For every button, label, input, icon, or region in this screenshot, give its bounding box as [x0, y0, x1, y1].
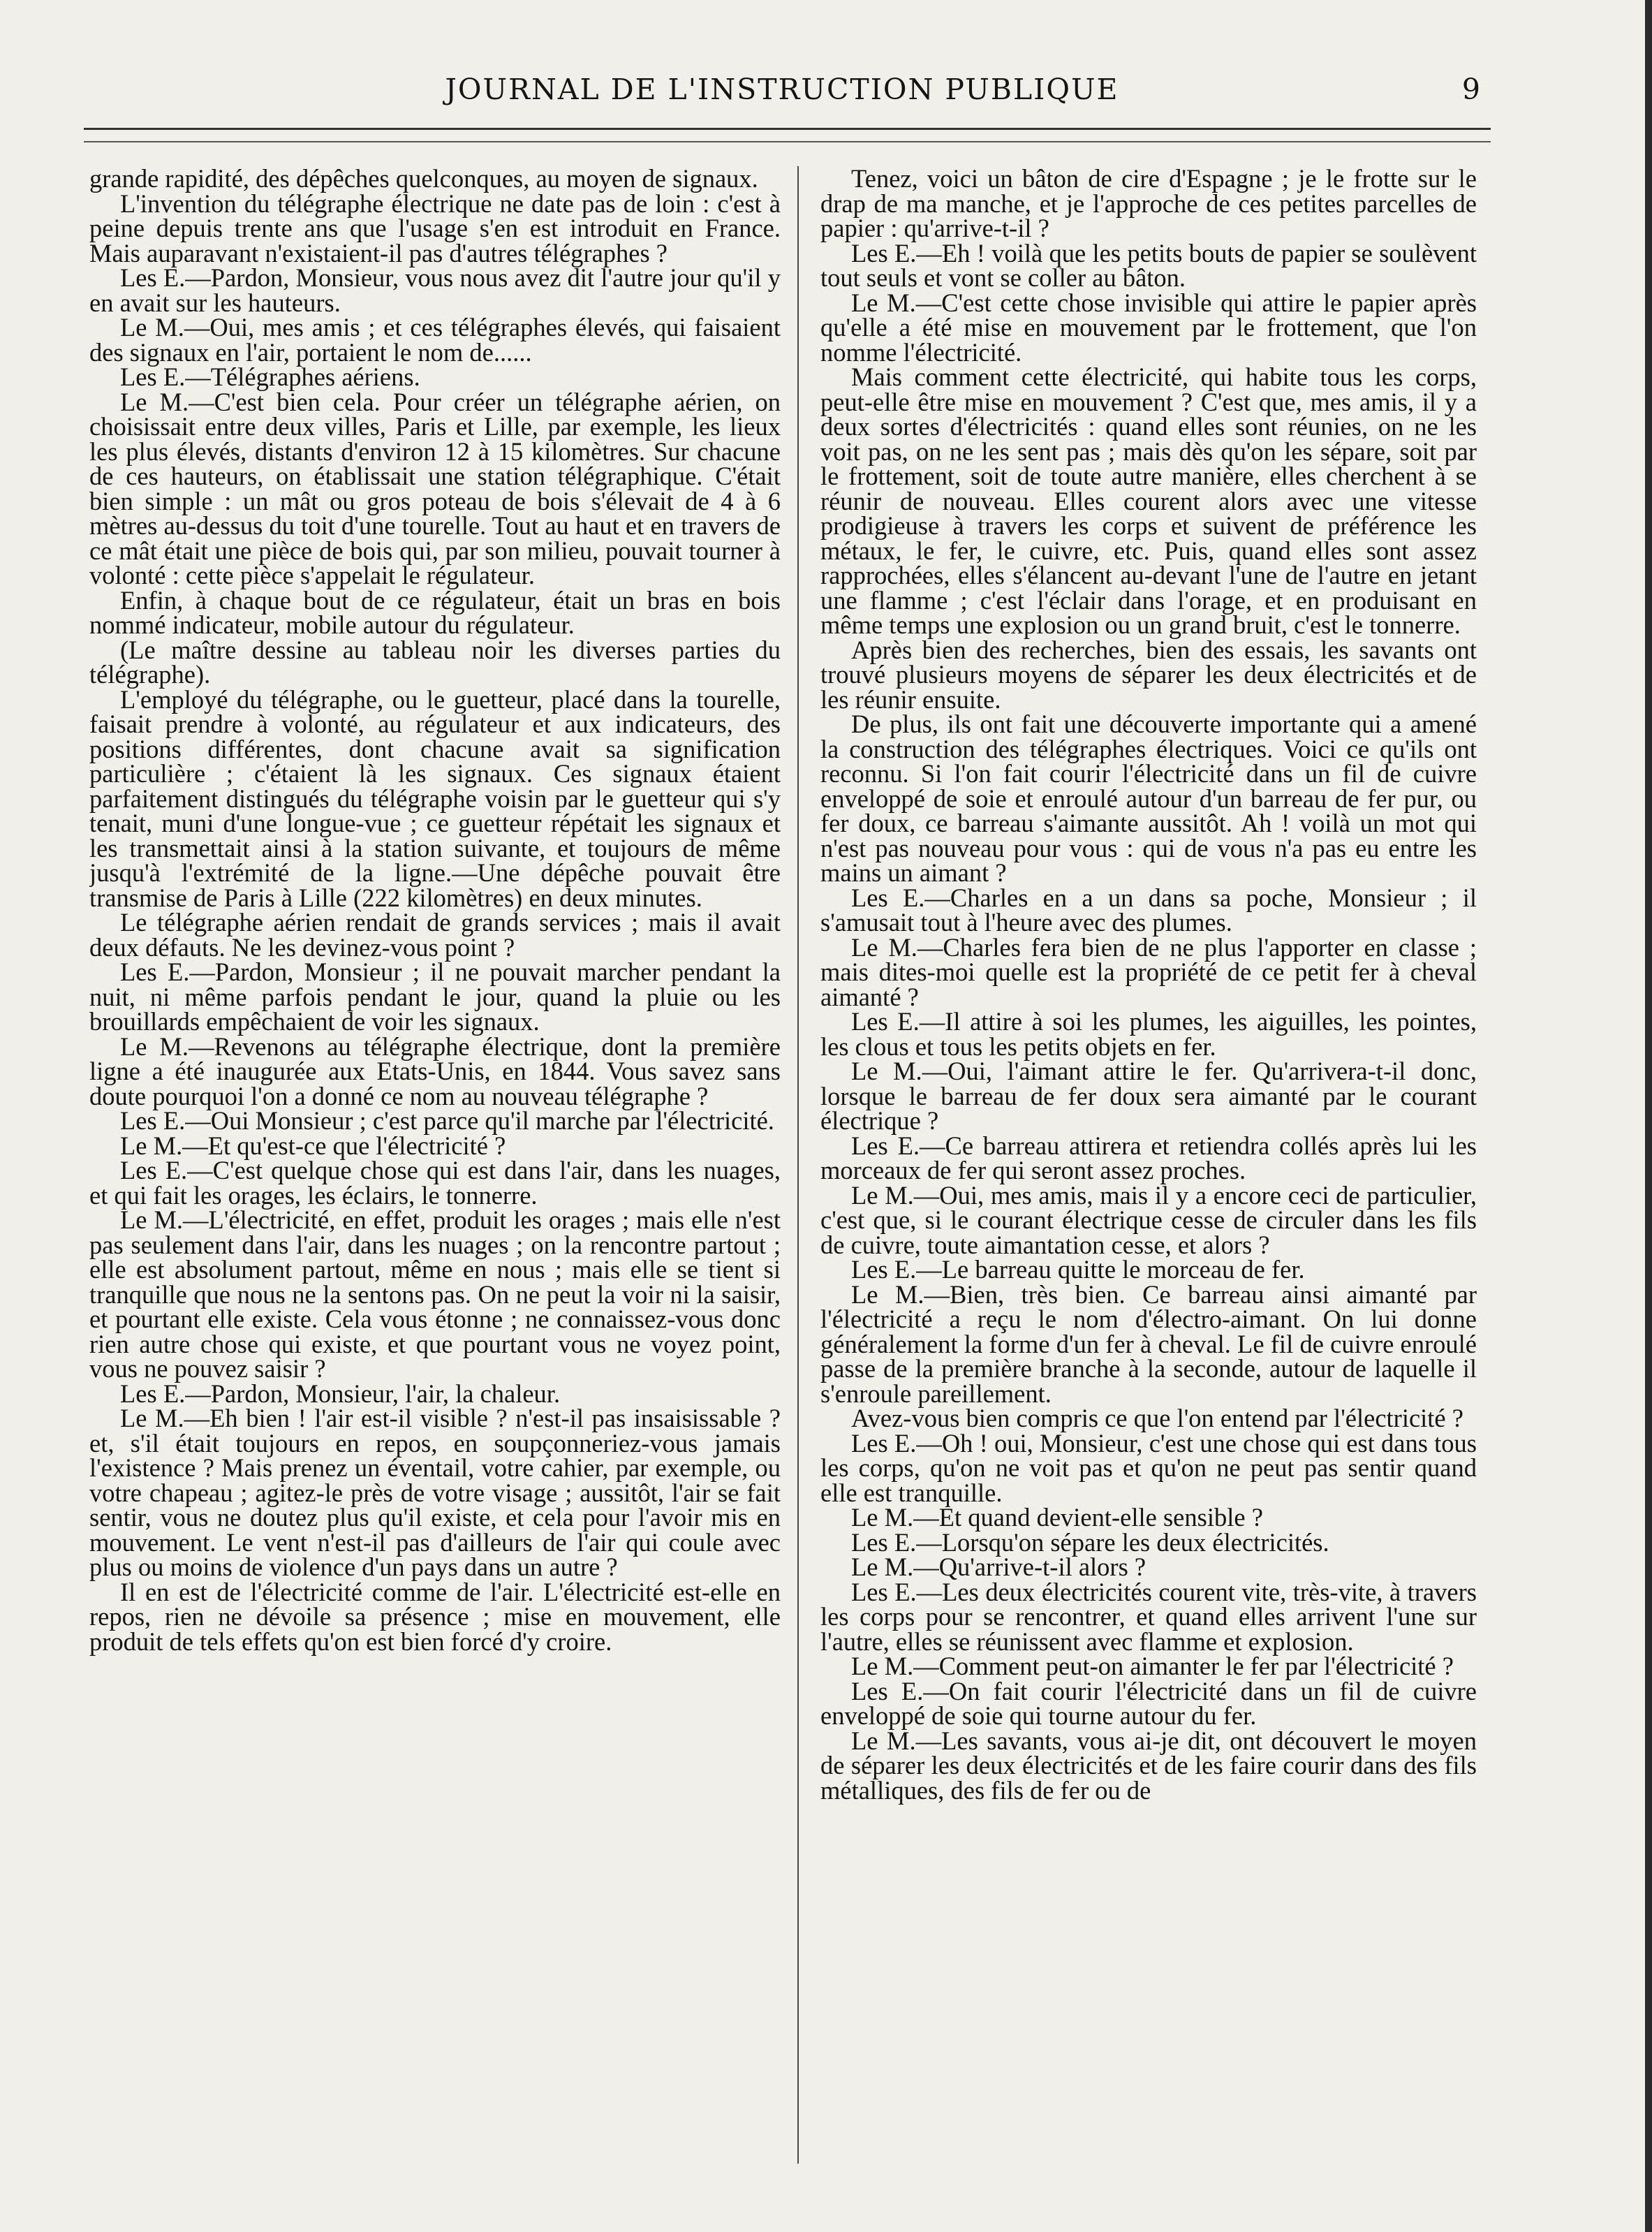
paragraph: Les E.—Les deux électricités courent vite, très-vite, à travers les corps pour se rencontrer, et quand elles arrivent l'une sur l'autre, elles se réunissent avec flamme et explosion. [820, 1577, 1477, 1656]
right-column [820, 166, 1477, 2178]
left-column [89, 166, 781, 2178]
paragraph: Il en est de l'électricité comme de l'air. L'électricité est-elle en repos, rien ne dévoile sa présence ; mise en mouvement, elle produit de tels effets qu'on est bien forcé d'y croire. [89, 1577, 781, 1656]
paragraph: Le M.—Oui, mes amis ; et ces télégraphes élevés, qui faisaient des signaux en l'air, portaient le nom de...... [89, 313, 781, 367]
paragraph: Les E.—Lorsqu'on sépare les deux électricités. [851, 1527, 1329, 1557]
paragraph: Le M.—Eh bien ! l'air est-il visible ? n'est-il pas insaisissable ? et, s'il était toujours en repos, en soupçonneriez-vous jamais l'existence ? Mais prenez un éventail, votre cahier, par exemple, ou votre chapeau ; agitez-le près de votre visage ; aussitôt, l'air se fait sentir, vous ne doutez plus qu'il existe, et cela pour l'avoir mis en mouvement. Le vent n'est-il pas d'ailleurs de l'air qui coule avec plus ou moins de violence d'un pays dans un autre ? [89, 1404, 781, 1581]
paragraph: Les E.—Ce barreau attirera et retiendra collés après lui les morceaux de fer qui seront assez proches. [820, 1131, 1477, 1184]
paragraph: L'employé du télégraphe, ou le guetteur, placé dans la tourelle, faisait prendre à volonté, au régulateur et aux indicateurs, des positions différentes, dont chacune avait sa signification particulière ; c'étaient là les signaux. Ces signaux étaient parfaitement distingués du télégraphe voisin par le guetteur qui s'y tenait, muni d'une longue-vue ; ce guetteur répétait les signaux et les transmettait ainsi à la station suivante, et toujours de même jusqu'à l'extrémité de la ligne.—Une dépêche pouvait être transmise de Paris à Lille (222 kilomètres) en deux minutes. [89, 684, 781, 912]
paragraph: Avez-vous bien compris ce que l'on entend par l'électricité ? [851, 1404, 1463, 1432]
paragraph: L'invention du télégraphe électrique ne date pas de loin : c'est à peine depuis trente ans que l'usage s'en est introduit en France. Mais auparavant n'existaient-il pas d'autres télégraphes ? [89, 189, 781, 267]
paragraph: Les E.—Oh ! oui, Monsieur, c'est une chose qui est dans tous les corps, qu'on ne voit pas et qu'on ne peut pas sentir quand elle est tranquille. [820, 1428, 1477, 1507]
paragraph: Le M.—Comment peut-on aimanter le fer par l'électricité ? [851, 1652, 1454, 1680]
paragraph: Tenez, voici un bâton de cire d'Espagne ; je le frotte sur le drap de ma manche, et je l'approche de ces petites parcelles de papier : qu'arrive-t-il ? [820, 166, 1477, 242]
paragraph: Après bien des recherches, bien des essais, les savants ont trouvé plusieurs moyens de séparer les deux électricités et de les réunir ensuite. [820, 635, 1477, 714]
paragraph: Le M.—Oui, l'aimant attire le fer. Qu'arrivera-t-il donc, lorsque le barreau de fer doux sera aimanté par le courant électrique ? [820, 1057, 1477, 1135]
paragraph: Le M.—Charles fera bien de ne plus l'apporter en classe ; mais dites-moi quelle est la propriété de ce petit fer à cheval aimanté ? [820, 932, 1477, 1011]
paragraph: Le M.—Oui, mes amis, mais il y a encore ceci de particulier, c'est que, si le courant électrique cesse de circuler dans les fils de cuivre, toute aimantation cesse, et alors ? [820, 1180, 1477, 1259]
paragraph: Les E.—Charles en a un dans sa poche, Monsieur ; il s'amusait tout à l'heure avec des plumes. [820, 883, 1477, 937]
paragraph: Les E.—Oui Monsieur ; c'est parce qu'il marche par l'électricité. [120, 1106, 774, 1135]
paragraph: Les E.—Télégraphes aériens. [120, 362, 420, 391]
paragraph: grande rapidité, des dépêches quelconques, au moyen de signaux. [89, 166, 758, 193]
paragraph: Le M.—Qu'arrive-t-il alors ? [851, 1552, 1146, 1581]
paragraph: Le M.—Revenons au télégraphe électrique, dont la première ligne a été inaugurée aux Etats-Unis, en 1844. Vous savez sans doute pourquoi l'on a donné ce nom au nouveau télégraphe ? [89, 1031, 781, 1110]
page-number: 9 [1461, 73, 1480, 106]
page-header [84, 68, 1480, 117]
paragraph: Les E.—On fait courir l'électricité dans un fil de cuivre enveloppé de soie qui tourne autour du fer. [820, 1676, 1477, 1730]
paragraph: Enfin, à chaque bout de ce régulateur, était un bras en bois nommé indicateur, mobile autour du régulateur. [89, 585, 781, 639]
paragraph: Les E.—Il attire à soi les plumes, les aiguilles, les pointes, les clous et tous les petits objets en fer. [820, 1007, 1477, 1061]
paragraph: Le M.—Et quand devient-elle sensible ? [851, 1503, 1263, 1532]
paragraph: Le télégraphe aérien rendait de grands services ; mais il avait deux défauts. Ne les devinez-vous point ? [89, 908, 781, 962]
paragraph: Le M.—Bien, très bien. Ce barreau ainsi aimanté par l'électricité a reçu le nom d'électro-aimant. On lui donne généralement la forme d'un fer à cheval. Le fil de cuivre enroulé passe de la première branche à la seconde, autour de laquelle il s'enroule pareillement. [820, 1279, 1477, 1408]
paragraph: Les E.—Eh ! voilà que les petits bouts de papier se soulèvent tout seuls et vont se coller au bâton. [820, 238, 1477, 292]
paragraph: Le M.—C'est cette chose invisible qui attire le papier après qu'elle a été mise en mouvement par le frottement, que l'on nomme l'électricité. [820, 288, 1477, 367]
paragraph: Le M.—Les savants, vous ai-je dit, ont découvert le moyen de séparer les deux électricités et de les faire courir dans des fils métalliques, des fils de fer ou de [820, 1726, 1477, 1805]
running-title: JOURNAL DE L'INSTRUCTION PUBLIQUE [445, 73, 1119, 106]
column-divider [797, 166, 799, 2164]
paragraph: Le M.—L'électricité, en effet, produit les orages ; mais elle n'est pas seulement dans l'air, dans les nuages ; on la rencontre partout ; elle est absolument partout, même en nous ; mais elle se tient si tranquille que nous ne la sentons pas. On ne peut la voir ni la saisir, et pourtant elle existe. Cela vous étonne ; ne connaissez-vous donc rien autre chose qui existe, et que pourtant vous ne voyez point, vous ne pouvez saisir ? [89, 1205, 781, 1383]
paragraph: Le M.—Et qu'est-ce que l'électricité ? [120, 1131, 506, 1160]
paragraph: Les E.—Pardon, Monsieur, l'air, la chaleur. [120, 1379, 561, 1408]
paragraph: Les E.—C'est quelque chose qui est dans l'air, dans les nuages, et qui fait les orages, les éclairs, le tonnerre. [89, 1156, 781, 1210]
paragraph: De plus, ils ont fait une découverte importante qui a amené la construction des télégraphes électriques. Voici ce qu'ils ont reconnu. Si l'on fait courir l'électricité dans un fil de cuivre enveloppé de soie et enroulé autour d'un barreau de fer pur, ou fer doux, ce barreau s'aimante aussitôt. Ah ! voilà un mot qui n'est pas nouveau pour vous : qui de vous n'a pas eu entre les mains un aimant ? [820, 710, 1477, 887]
header-rule [84, 128, 1491, 142]
paragraph: Les E.—Le barreau quitte le morceau de fer. [851, 1255, 1305, 1284]
paragraph: (Le maître dessine au tableau noir les diverses parties du télégraphe). [89, 635, 781, 689]
paragraph: Les E.—Pardon, Monsieur ; il ne pouvait marcher pendant la nuit, ni même parfois pendant le jour, quand la pluie ou les brouillards empêchaient de voir les signaux. [89, 957, 781, 1036]
page-edge [1645, 0, 1652, 2232]
paragraph: Les E.—Pardon, Monsieur, vous nous avez dit l'autre jour qu'il y en avait sur les hauteurs. [89, 263, 781, 317]
paragraph: Mais comment cette électricité, qui habite tous les corps, peut-elle être mise en mouvement ? C'est que, mes amis, il y a deux sortes d'électricités : quand elles sont réunies, on ne les voit pas, on ne les sent pas ; mais dès qu'on les sépare, soit par le frottement, soit de toute autre manière, elles cherchent à se réunir de nouveau. Elles courent alors avec une vitesse prodigieuse à travers les corps et suivent de préférence les métaux, le fer, le cuivre, etc. Puis, quand elles sont assez rapprochées, elles s'élancent au-devant l'une de l'autre en jetant une flamme ; c'est l'éclair dans l'orage, et en produisant en même temps une explosion ou un grand bruit, c'est le tonnerre. [820, 362, 1477, 639]
paragraph: Le M.—C'est bien cela. Pour créer un télégraphe aérien, on choisissait entre deux villes, Paris et Lille, par exemple, les lieux les plus élevés, distants d'environ 12 à 15 kilomètres. Sur chacune de ces hauteurs, on établissait une station télégraphique. C'était bien simple : un mât ou gros poteau de bois s'élevait de 4 à 6 mètres au-dessus du toit d'une tourelle. Tout au haut et en travers de ce mât était une pièce de bois qui, par son milieu, pouvait tourner à volonté : cette pièce s'appelait le régulateur. [89, 387, 781, 589]
